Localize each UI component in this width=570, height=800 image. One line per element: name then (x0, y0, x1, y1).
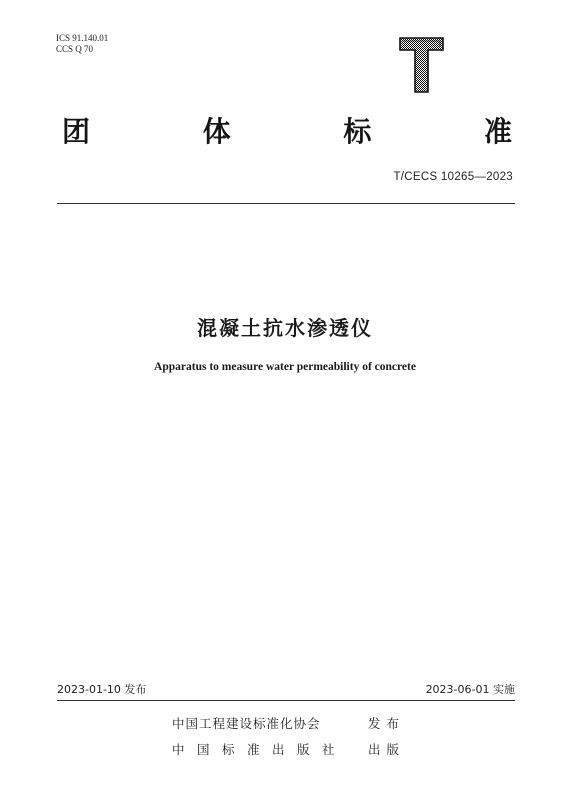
standard-type-char: 准 (483, 115, 512, 148)
classification-codes (56, 33, 108, 55)
standard-type-char: 体 (202, 115, 231, 148)
standard-number: T/CECS 10265—2023 (393, 171, 513, 183)
bottom-divider (57, 700, 515, 701)
top-divider (57, 203, 515, 204)
title-english: Apparatus to measure water permeability of concrete (154, 361, 416, 373)
publisher-row (172, 740, 405, 758)
standard-type-char: 团 (62, 115, 91, 148)
t-standard-logo (399, 37, 444, 93)
title-chinese: 混凝土抗水渗透仪 (197, 316, 373, 340)
publisher-name: 中国标准出版社 (172, 742, 348, 757)
ccs-code: CCS Q 70 (56, 44, 94, 54)
standard-type-char: 标 (343, 115, 372, 148)
implementation-date: 2023-06-01 实施 (425, 683, 515, 696)
issue-date: 2023-01-10 发布 (57, 683, 147, 696)
standard-type-heading (62, 116, 512, 148)
publisher-name: 中国工程建设标准化协会 (172, 716, 321, 731)
publisher-row (172, 714, 405, 732)
publisher-role: 出版 (368, 742, 406, 757)
publisher-role: 发布 (368, 716, 406, 731)
ics-code: ICS 91.140.01 (56, 33, 109, 43)
